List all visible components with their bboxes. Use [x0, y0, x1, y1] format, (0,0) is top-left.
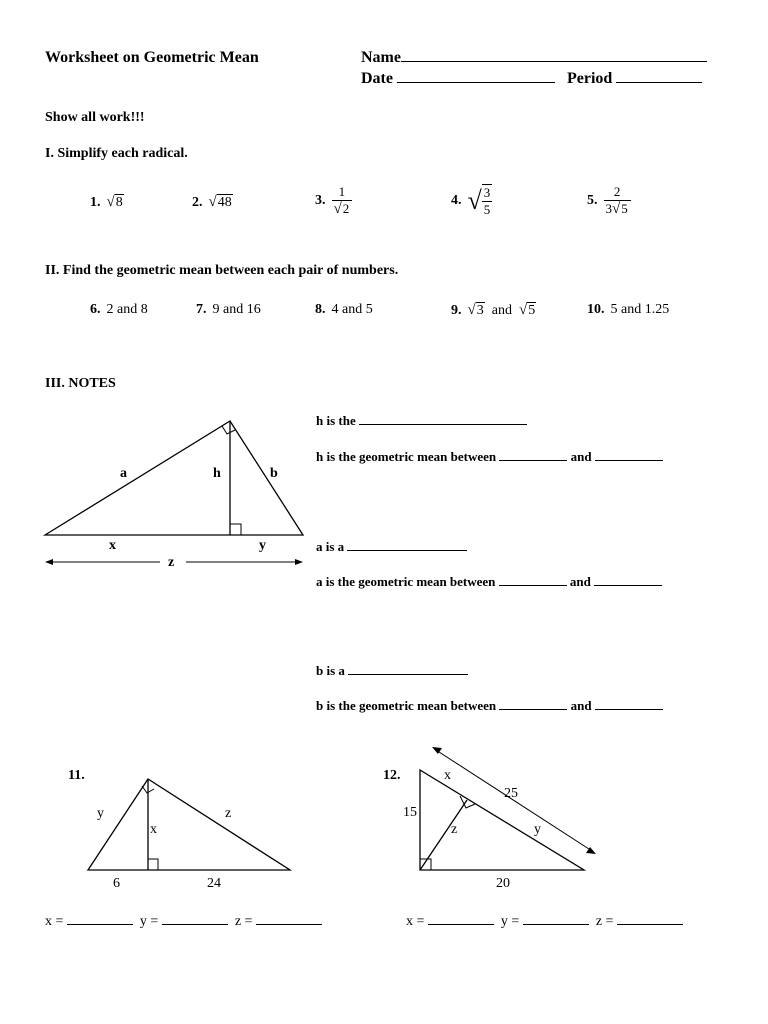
- p11-y-blank[interactable]: [162, 912, 228, 925]
- p12-x-label: x =: [406, 914, 425, 929]
- answer-blank[interactable]: [499, 448, 567, 461]
- answer-blank[interactable]: [595, 697, 663, 710]
- note-b-geometric-mean: [316, 697, 663, 714]
- p12-z-label: z =: [595, 914, 614, 929]
- notes-triangle: [45, 421, 303, 535]
- p12-y-label: y =: [500, 914, 520, 929]
- problem-6-text: 2 and 8: [106, 302, 148, 317]
- section1-heading: I. Simplify each radical.: [45, 146, 188, 161]
- problem-8-text: 4 and 5: [331, 302, 373, 317]
- note-and: and: [569, 574, 591, 589]
- problem-10-number: 10.: [587, 302, 605, 317]
- section3-heading: III. NOTES: [45, 376, 116, 391]
- p12-triangle: [420, 770, 584, 870]
- note-h-geometric-mean: [316, 448, 663, 465]
- problem-12-number: 12.: [383, 768, 401, 783]
- instructions: Show all work!!!: [45, 110, 145, 125]
- problem-5-numerator: 2: [613, 184, 621, 199]
- problem-6-number: 6.: [90, 302, 101, 317]
- radical-icon: √: [208, 194, 217, 210]
- radical-icon: √: [106, 194, 115, 210]
- problem-9-and: and: [491, 303, 512, 318]
- problem-1-radicand: 8: [115, 195, 123, 210]
- problem-4-numerator: 3: [483, 185, 491, 200]
- radical-icon: √: [518, 302, 528, 318]
- problem-9-number: 9.: [451, 303, 462, 318]
- note-and: and: [570, 449, 592, 464]
- radical-icon: √: [333, 201, 342, 217]
- answer-blank[interactable]: [499, 573, 567, 586]
- problem-8-number: 8.: [315, 302, 326, 317]
- note-and: and: [570, 698, 592, 713]
- p11-label-6: 6: [113, 876, 120, 891]
- note-text: a is the geometric mean between: [316, 574, 496, 589]
- radical-icon: √: [467, 186, 482, 215]
- right-angle-mark: [222, 426, 235, 434]
- answer-blank[interactable]: [594, 573, 662, 586]
- note-text: h is the: [316, 413, 356, 428]
- problem-3-radicand: 2: [342, 201, 350, 216]
- worksheet-title: Worksheet on Geometric Mean: [45, 49, 259, 66]
- date-label: Date: [361, 70, 393, 87]
- note-h-is-the: [316, 412, 527, 429]
- section2-heading: II. Find the geometric mean between each pair of numbers.: [45, 263, 399, 278]
- p11-label-y: y: [97, 806, 104, 821]
- problem-5-radicand: 5: [621, 201, 628, 216]
- notes-label-a: a: [120, 466, 127, 481]
- arrowhead-icon: [45, 559, 53, 565]
- problem-9-b: 5: [528, 303, 536, 318]
- note-b-is-a: [316, 662, 468, 679]
- p11-z-blank[interactable]: [256, 912, 322, 925]
- p12-answers: [406, 912, 683, 930]
- notes-label-h: h: [213, 466, 221, 481]
- note-a-is-a: [316, 538, 467, 555]
- problem-10-text: 5 and 1.25: [610, 302, 670, 317]
- problem-9-a: 3: [476, 303, 484, 318]
- note-a-geometric-mean: [316, 573, 662, 590]
- note-text: a is a: [316, 539, 345, 554]
- problem-3-numerator: 1: [338, 184, 346, 199]
- p11-x-label: x =: [45, 914, 64, 929]
- p12-label-25: 25: [504, 786, 518, 801]
- problem-4-denominator: 5: [483, 202, 491, 217]
- p12-z-blank[interactable]: [617, 912, 683, 925]
- p12-label-y: y: [534, 822, 541, 837]
- p12-y-blank[interactable]: [523, 912, 589, 925]
- answer-blank[interactable]: [499, 697, 567, 710]
- right-angle-mark: [230, 524, 241, 535]
- problem-7-number: 7.: [196, 302, 207, 317]
- answer-blank[interactable]: [348, 662, 468, 675]
- p11-triangle: [88, 779, 290, 870]
- arrowhead-icon: [295, 559, 303, 565]
- problem-5-coefficient: 3: [605, 201, 612, 216]
- p12-label-x: x: [444, 768, 451, 783]
- p11-label-24: 24: [207, 876, 221, 891]
- p12-x-blank[interactable]: [428, 912, 494, 925]
- notes-label-x: x: [109, 538, 116, 553]
- right-angle-mark: [148, 859, 158, 870]
- p12-label-z: z: [451, 822, 458, 837]
- p11-x-blank[interactable]: [67, 912, 133, 925]
- problem-3-number: 3.: [315, 192, 326, 208]
- note-text: b is a: [316, 663, 345, 678]
- radical-icon: √: [612, 201, 621, 217]
- name-label: Name: [361, 49, 401, 66]
- radical-icon: √: [467, 302, 476, 318]
- notes-label-z: z: [168, 555, 175, 570]
- period-label: Period: [566, 70, 613, 87]
- problem-4-number: 4.: [451, 193, 462, 208]
- problem-1-number: 1.: [90, 195, 101, 210]
- problem-2-radicand: 48: [217, 195, 232, 210]
- answer-blank[interactable]: [595, 448, 663, 461]
- problem-2-number: 2.: [192, 195, 203, 210]
- p12-label-20: 20: [496, 876, 510, 891]
- p11-answers: [45, 912, 322, 930]
- notes-label-y: y: [259, 538, 266, 553]
- p11-label-x: x: [150, 822, 157, 837]
- p11-z-label: z =: [234, 914, 253, 929]
- p11-y-label: y =: [139, 914, 159, 929]
- p11-label-z: z: [225, 806, 232, 821]
- answer-blank[interactable]: [359, 412, 527, 425]
- problem-7-text: 9 and 16: [212, 302, 261, 317]
- problem-11-number: 11.: [68, 768, 85, 783]
- notes-label-b: b: [270, 466, 278, 481]
- note-text: h is the geometric mean between: [316, 449, 497, 464]
- answer-blank[interactable]: [347, 538, 467, 551]
- problem-5-number: 5.: [587, 192, 598, 208]
- p12-label-15: 15: [403, 805, 417, 820]
- note-text: b is the geometric mean between: [316, 698, 497, 713]
